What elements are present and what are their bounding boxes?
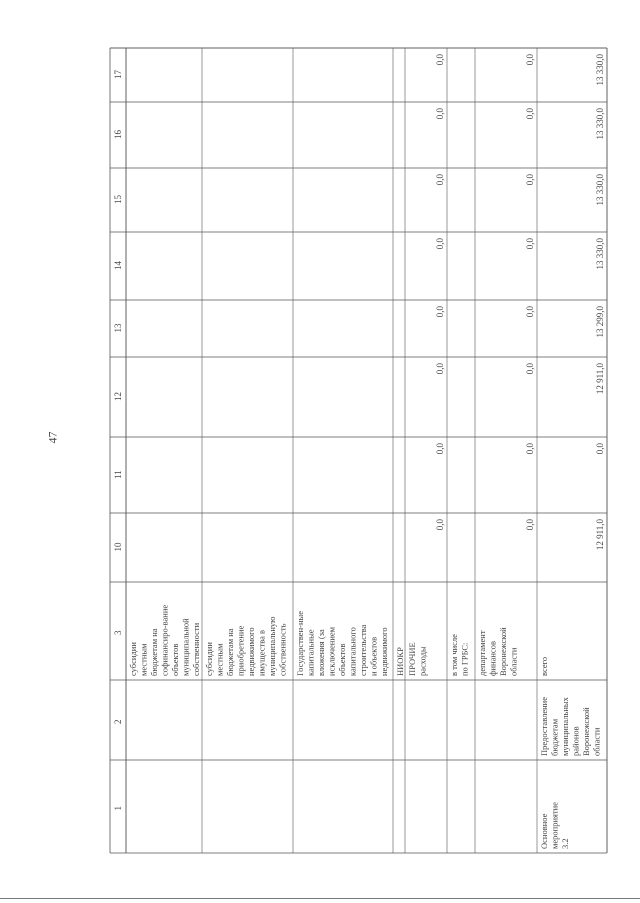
activity-description: Воронежской bbox=[581, 707, 591, 756]
row-label-line: субсидии bbox=[128, 642, 138, 676]
column-number: 3 bbox=[113, 630, 123, 635]
value-cell: 0,0 bbox=[435, 54, 445, 66]
value-cell: 0,0 bbox=[595, 443, 605, 455]
value-cell: 12 911,0 bbox=[595, 519, 605, 551]
row-label-line: Государствен-ные bbox=[295, 611, 305, 676]
value-cell: 13 330,0 bbox=[595, 174, 605, 206]
column-number: 15 bbox=[113, 195, 123, 204]
value-cell: 0,0 bbox=[525, 363, 535, 375]
row-label-line: бюджетам на bbox=[225, 628, 235, 676]
row-label-line: бюджетам на bbox=[149, 628, 159, 676]
value-cell: 0,0 bbox=[435, 443, 445, 455]
activity-description: районов bbox=[570, 726, 581, 756]
row-label-line: собственность bbox=[277, 623, 288, 676]
row-label-line: софинансиро-вание bbox=[159, 604, 170, 676]
row-label-line: Воронежской bbox=[498, 627, 508, 676]
value-cell: 13 330,0 bbox=[595, 108, 605, 140]
row-label-line: недвижимого bbox=[379, 627, 389, 676]
value-cell: 13 330,0 bbox=[595, 54, 605, 86]
column-number: 17 bbox=[113, 70, 123, 79]
row-label-line: строительства bbox=[358, 624, 368, 676]
value-cell: 0,0 bbox=[525, 238, 535, 250]
value-cell: 0,0 bbox=[435, 108, 445, 120]
row-label-line: области bbox=[508, 647, 519, 676]
table-cells bbox=[128, 54, 605, 850]
row-label-line: объектов bbox=[337, 643, 347, 676]
value-cell: 0,0 bbox=[525, 306, 535, 318]
value-cell: 0,0 bbox=[435, 174, 445, 186]
column-number: 13 bbox=[113, 323, 123, 333]
row-label-line: финансов bbox=[487, 641, 498, 676]
row-label-line: департамент bbox=[477, 630, 487, 676]
row-label-line: исключением bbox=[326, 626, 337, 676]
row-label-line: местным bbox=[214, 643, 225, 676]
column-number: 10 bbox=[113, 542, 123, 552]
column-number: 16 bbox=[113, 130, 123, 139]
value-cell: 13 299,0 bbox=[595, 306, 605, 338]
row-label-line: субсидии bbox=[204, 642, 214, 676]
row-label-line: объектов bbox=[170, 643, 180, 676]
column-number: 14 bbox=[113, 261, 123, 270]
value-cell: 0,0 bbox=[525, 54, 535, 66]
activity-description: муниципальных bbox=[560, 697, 570, 756]
row-label-line: недвижимого bbox=[246, 627, 256, 676]
row-label-line: приобретение bbox=[235, 625, 246, 676]
value-cell: 0,0 bbox=[525, 174, 535, 186]
page-edge-line bbox=[0, 898, 640, 899]
column-number: 11 bbox=[113, 470, 123, 479]
row-label-line: всего bbox=[539, 656, 549, 676]
value-cell: 0,0 bbox=[435, 363, 445, 375]
value-cell: 12 911,0 bbox=[595, 363, 605, 395]
value-cell: 0,0 bbox=[435, 306, 445, 318]
row-label-line: муниципальной bbox=[180, 618, 191, 676]
activity-description: области bbox=[591, 727, 602, 756]
column-number: 2 bbox=[113, 719, 123, 724]
column-header-row bbox=[113, 70, 123, 811]
activity-description: бюджетам bbox=[549, 718, 560, 756]
column-number: 12 bbox=[113, 392, 123, 401]
row-label-line: собственности bbox=[191, 622, 201, 676]
row-label-line: в том числе bbox=[449, 634, 459, 676]
page-number: 47 bbox=[45, 431, 60, 444]
row-label-line: капитального bbox=[347, 627, 358, 676]
row-label-line: местным bbox=[138, 643, 149, 676]
row-label-line: вложения (за bbox=[316, 629, 326, 676]
value-cell: 0,0 bbox=[525, 108, 535, 120]
row-label-line: НИОКР bbox=[395, 647, 405, 676]
value-cell: 0,0 bbox=[435, 519, 445, 531]
value-cell: 0,0 bbox=[435, 238, 445, 250]
row-label-line: имущества в bbox=[256, 629, 267, 676]
activity-name: Основное bbox=[539, 813, 549, 849]
row-label-line: капитальные bbox=[305, 629, 316, 676]
activity-name: мероприятие bbox=[549, 802, 560, 849]
row-label-line: расходы bbox=[417, 646, 428, 676]
value-cell: 0,0 bbox=[525, 443, 535, 455]
row-label-line: по ГРБС: bbox=[459, 642, 470, 676]
row-label-line: ПРОЧИЕ bbox=[407, 642, 417, 676]
value-cell: 13 330,0 bbox=[595, 238, 605, 270]
row-label-line: и объектов bbox=[368, 636, 379, 676]
column-number: 1 bbox=[113, 806, 123, 811]
activity-description: Предоставление bbox=[539, 697, 549, 756]
value-cell: 0,0 bbox=[525, 519, 535, 531]
activity-name: 3.2 bbox=[560, 838, 570, 849]
row-label-line: муниципальную bbox=[267, 616, 277, 676]
